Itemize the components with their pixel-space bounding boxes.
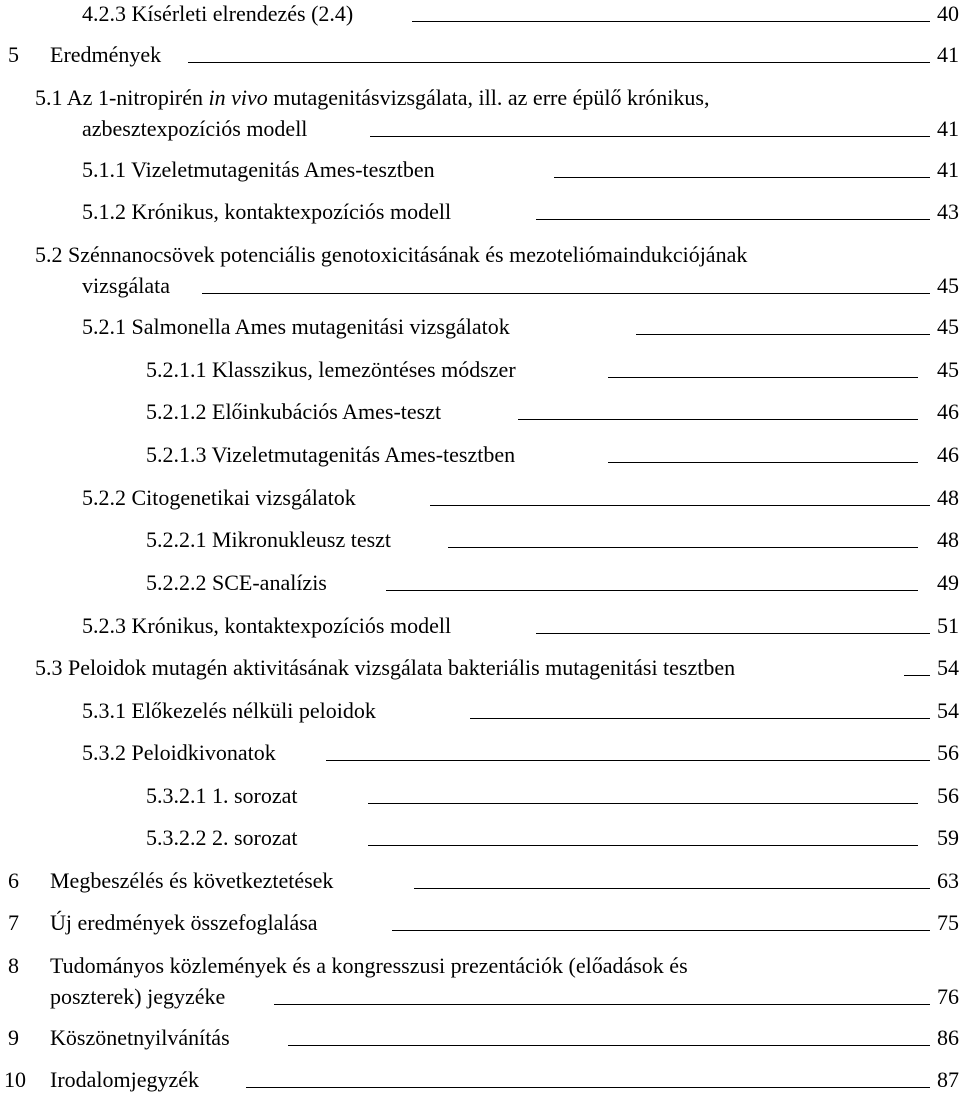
toc-entry[interactable]: [0, 1066, 960, 1094]
toc-entry-text: azbesztexpozíciós modell: [82, 116, 308, 141]
toc-entry[interactable]: [0, 0, 960, 28]
toc-entry-continuation[interactable]: [0, 272, 960, 300]
toc-leader-line: [470, 718, 930, 719]
toc-entry-text: Köszönetnyilvánítás: [50, 1025, 230, 1050]
toc-entry[interactable]: [0, 398, 960, 426]
toc-entry-text: Eredmények: [50, 42, 162, 67]
toc-page-number: 41: [937, 116, 959, 141]
toc-entry-text: 5.2 Szénnanocsövek potenciális genotoxicitásának és mezoteliómaindukciójának: [35, 242, 748, 267]
toc-entry[interactable]: [0, 654, 960, 682]
toc-leader-line: [274, 1004, 930, 1005]
toc-page-number: 56: [937, 783, 959, 808]
toc-leader-line: [246, 1087, 930, 1088]
toc-leader-line: [518, 419, 918, 420]
toc-entry[interactable]: [0, 484, 960, 512]
toc-entry[interactable]: [0, 569, 960, 597]
toc-entry-italic: in vivo: [208, 85, 268, 110]
toc-entry-text: poszterek) jegyzéke: [50, 984, 226, 1009]
toc-entry-text: Irodalomjegyzék: [50, 1067, 200, 1092]
toc-page-number: 56: [937, 740, 959, 765]
toc-entry[interactable]: [0, 782, 960, 810]
toc-page-number: 54: [937, 655, 959, 680]
toc-entry[interactable]: [0, 356, 960, 384]
toc-page-number: 87: [937, 1067, 959, 1092]
toc-leader-line: [608, 462, 918, 463]
toc-entry[interactable]: [0, 824, 960, 852]
toc-entry[interactable]: [0, 909, 960, 937]
toc-page-number: 51: [937, 613, 959, 638]
toc-entry-text: 5.3 Peloidok mutagén aktivitásának vizsgálata bakteriális mutagenitási tesztben: [35, 655, 736, 680]
toc-leader-line: [536, 219, 930, 220]
toc-page-number: 41: [937, 157, 959, 182]
toc-entry[interactable]: [0, 1024, 960, 1052]
toc-entry[interactable]: [0, 526, 960, 554]
toc-chapter-number: 5: [8, 42, 19, 67]
toc-entry[interactable]: [0, 867, 960, 895]
toc-page-number: 46: [937, 442, 959, 467]
toc-entry-text: 5.2.1.3 Vizeletmutagenitás Ames-tesztben: [146, 442, 516, 467]
toc-leader-line: [554, 177, 930, 178]
toc-entry-text: 5.2.2.1 Mikronukleusz teszt: [146, 527, 392, 552]
toc-entry[interactable]: [0, 313, 960, 341]
toc-entry[interactable]: [0, 739, 960, 767]
toc-page-number: 40: [937, 1, 959, 26]
toc-leader-line: [368, 803, 918, 804]
toc-page-number: 48: [937, 485, 959, 510]
toc-chapter-number: 7: [8, 910, 19, 935]
toc-leader-line: [636, 334, 930, 335]
toc-entry-text: Új eredmények összefoglalása: [50, 910, 318, 935]
toc-leader-line: [448, 547, 918, 548]
toc-leader-line: [326, 760, 930, 761]
toc-page-number: 49: [937, 570, 959, 595]
toc-entry-text: 5.3.2 Peloidkivonatok: [82, 740, 276, 765]
toc-page-number: 54: [937, 698, 959, 723]
toc-leader-line: [536, 633, 930, 634]
toc-chapter-number: 10: [4, 1067, 26, 1092]
toc-entry-text: 5.3.2.2 2. sorozat: [146, 825, 298, 850]
toc-entry-text: 5.2.3 Krónikus, kontaktexpozíciós modell: [82, 613, 452, 638]
toc-page-number: 45: [937, 314, 959, 339]
toc-page-number: 45: [937, 273, 959, 298]
toc-page-number: 59: [937, 825, 959, 850]
toc-entry[interactable]: [0, 41, 960, 69]
toc-page-number: 46: [937, 399, 959, 424]
toc-entry[interactable]: [0, 156, 960, 184]
toc-entry-text: 5.1 Az 1-nitropirén in vivo mutagenitásvizsgálata, ill. az erre épülő krónikus,: [35, 85, 710, 110]
toc-page-number: 86: [937, 1025, 959, 1050]
toc-entry[interactable]: [0, 84, 960, 112]
toc-leader-line: [414, 888, 930, 889]
toc-leader-line: [386, 590, 918, 591]
toc-leader-line: [904, 675, 930, 676]
toc-leader-line: [392, 930, 930, 931]
toc-entry-continuation[interactable]: [0, 983, 960, 1011]
toc-entry[interactable]: [0, 441, 960, 469]
toc-entry-text: 5.1.2 Krónikus, kontaktexpozíciós modell: [82, 199, 452, 224]
toc-entry-text: 5.3.1 Előkezelés nélküli peloidok: [82, 698, 376, 723]
toc-chapter-number: 8: [8, 953, 19, 978]
toc-leader-line: [288, 1045, 930, 1046]
toc-entry-text: Tudományos közlemények és a kongresszusi prezentációk (előadások és: [50, 953, 688, 978]
toc-page-number: 43: [937, 199, 959, 224]
toc-leader-line: [370, 136, 930, 137]
toc-entry[interactable]: [0, 952, 960, 980]
toc-entry-text: 5.2.1.2 Előinkubációs Ames-teszt: [146, 399, 442, 424]
toc-leader-line: [368, 845, 918, 846]
toc-entry-text: 5.2.2.2 SCE-analízis: [146, 570, 327, 595]
toc-entry[interactable]: [0, 697, 960, 725]
toc-chapter-number: 9: [8, 1025, 19, 1050]
toc-entry-text: 4.2.3 Kísérleti elrendezés (2.4): [82, 1, 354, 26]
toc-entry-text: Megbeszélés és következtetések: [50, 868, 334, 893]
toc-entry-text: vizsgálata: [82, 273, 170, 298]
toc-page-number: 41: [937, 42, 959, 67]
toc-leader-line: [608, 377, 918, 378]
toc-entry[interactable]: [0, 612, 960, 640]
toc-leader-line: [202, 293, 930, 294]
toc-entry-text: 5.2.2 Citogenetikai vizsgálatok: [82, 485, 356, 510]
toc-entry[interactable]: [0, 198, 960, 226]
toc-entry-text: 5.3.2.1 1. sorozat: [146, 783, 298, 808]
toc-leader-line: [430, 505, 930, 506]
toc-leader-line: [188, 62, 930, 63]
toc-page-number: 63: [937, 868, 959, 893]
toc-page-number: 48: [937, 527, 959, 552]
toc-entry-text: 5.1.1 Vizeletmutagenitás Ames-tesztben: [82, 157, 435, 182]
toc-page-number: 76: [937, 984, 959, 1009]
toc-leader-line: [412, 21, 930, 22]
toc-page-number: 45: [937, 357, 959, 382]
toc-chapter-number: 6: [8, 868, 19, 893]
toc-entry[interactable]: [0, 241, 960, 269]
toc-page-number: 75: [937, 910, 959, 935]
toc-entry-text: 5.2.1 Salmonella Ames mutagenitási vizsgálatok: [82, 314, 510, 339]
toc-entry-continuation[interactable]: [0, 115, 960, 143]
toc-entry-text: 5.2.1.1 Klasszikus, lemezöntéses módszer: [146, 357, 516, 382]
